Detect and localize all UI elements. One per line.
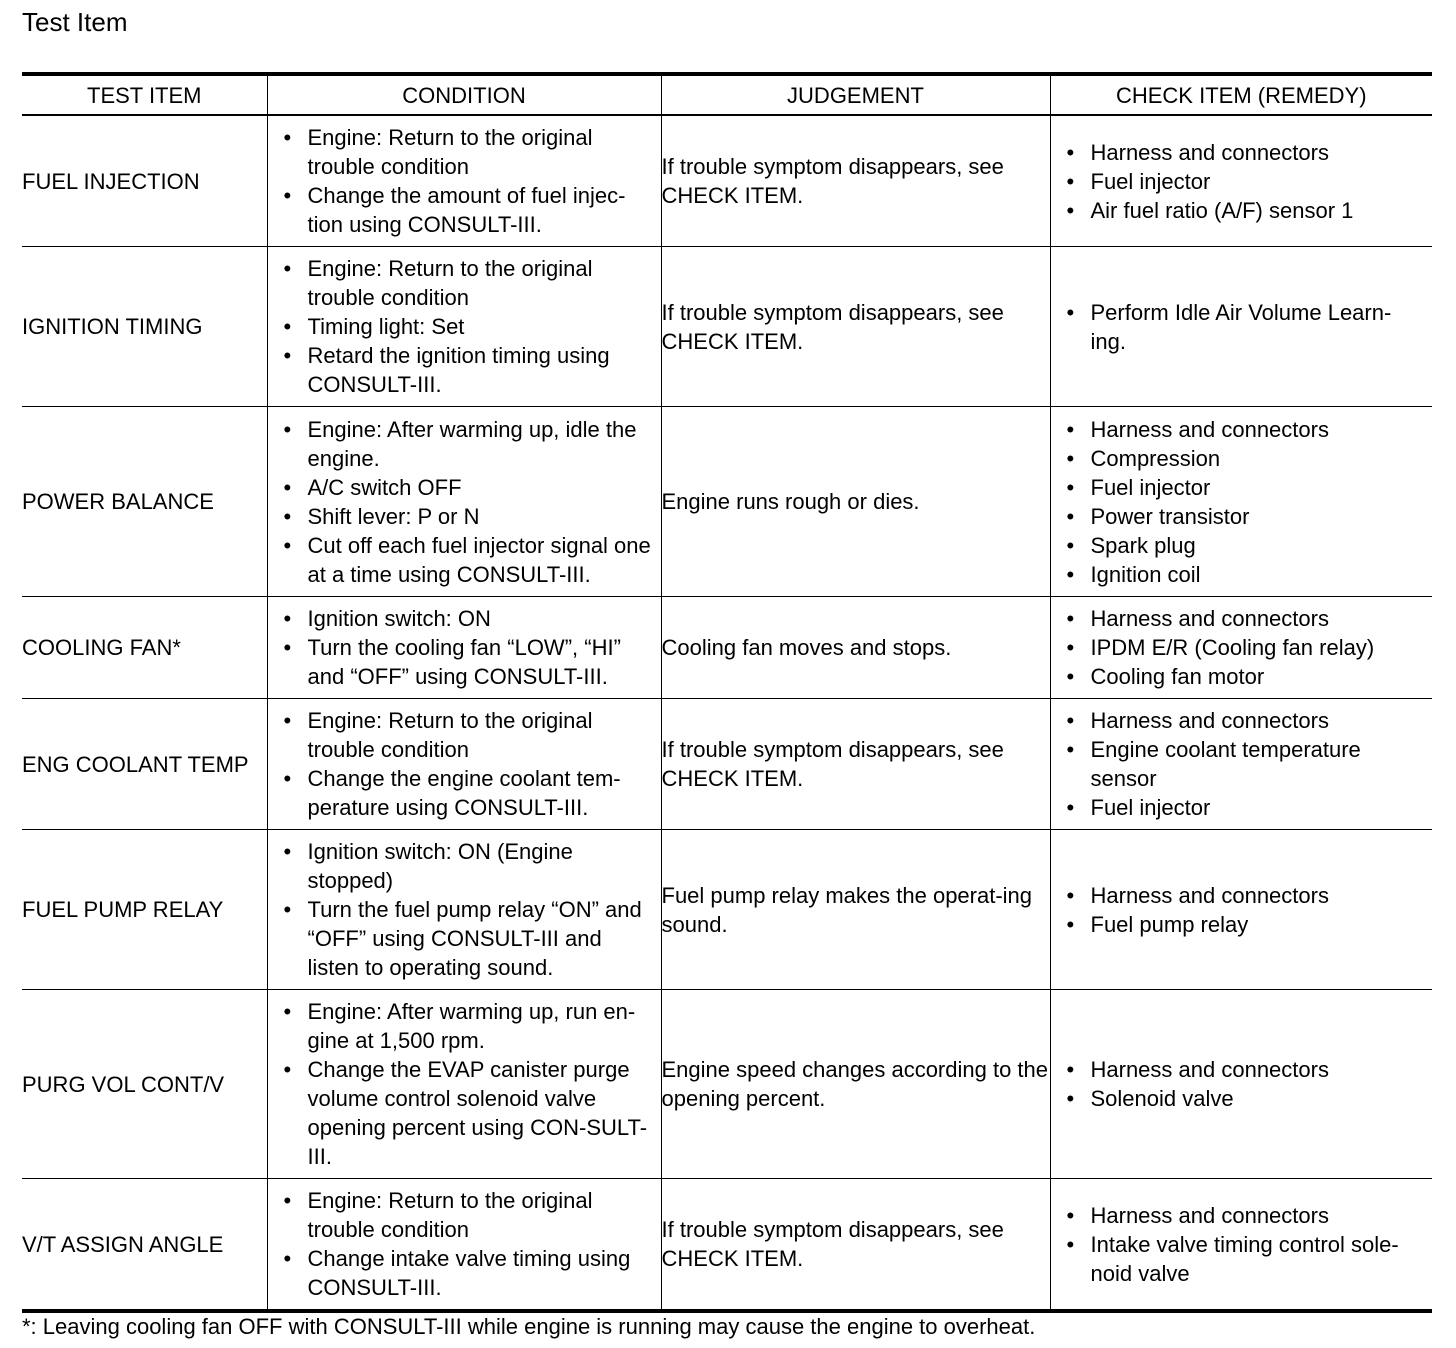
header-check-item: CHECK ITEM (REMEDY) <box>1050 74 1432 115</box>
check-item: • Harness and connectors <box>1051 1201 1433 1230</box>
check-item: • Fuel injector <box>1051 167 1433 196</box>
check-item: • Harness and connectors <box>1051 1055 1433 1084</box>
table-row <box>22 597 1432 699</box>
test-item-table <box>22 72 1432 1313</box>
header-test-item: TEST ITEM <box>22 74 267 115</box>
page-title: Test Item <box>22 7 128 37</box>
judgement-cell: If trouble symptom disappears, see CHECK ITEM. <box>661 1179 1050 1312</box>
test-item-cell: V/T ASSIGN ANGLE <box>22 1179 267 1312</box>
judgement-cell: If trouble symptom disappears, see CHECK ITEM. <box>661 699 1050 830</box>
footnote: *: Leaving cooling fan OFF with CONSULT-III while engine is running may cause the engine to overheat. <box>22 1314 1036 1339</box>
check-item: • IPDM E/R (Cooling fan relay) <box>1051 633 1433 662</box>
judgement-cell: If trouble symptom disappears, see CHECK ITEM. <box>661 115 1050 247</box>
condition-item: • Engine: Return to the original trouble condition <box>268 123 661 181</box>
test-item-cell: FUEL PUMP RELAY <box>22 830 267 990</box>
condition-item: • Retard the ignition timing using CONSULT-III. <box>268 341 661 399</box>
check-item-cell <box>1050 830 1432 990</box>
condition-item: • Timing light: Set <box>268 312 661 341</box>
check-item: • Harness and connectors <box>1051 138 1433 167</box>
check-item: • Air fuel ratio (A/F) sensor 1 <box>1051 196 1433 225</box>
condition-cell <box>267 407 661 597</box>
check-item-cell <box>1050 597 1432 699</box>
condition-item: • Engine: Return to the original trouble condition <box>268 1186 661 1244</box>
check-item: • Engine coolant temperature sensor <box>1051 735 1433 793</box>
judgement-cell: Engine runs rough or dies. <box>661 407 1050 597</box>
condition-item: • Shift lever: P or N <box>268 502 661 531</box>
check-item: • Power transistor <box>1051 502 1433 531</box>
test-item-cell: FUEL INJECTION <box>22 115 267 247</box>
check-item: • Harness and connectors <box>1051 415 1433 444</box>
condition-item: • Ignition switch: ON <box>268 604 661 633</box>
check-item: • Ignition coil <box>1051 560 1433 589</box>
test-item-cell: COOLING FAN* <box>22 597 267 699</box>
check-item-cell <box>1050 1179 1432 1312</box>
condition-item: • Change the engine coolant tem-perature using CONSULT-III. <box>268 764 661 822</box>
condition-item: • Turn the fuel pump relay “ON” and “OFF” using CONSULT-III and listen to operating sound. <box>268 895 661 982</box>
table-row <box>22 990 1432 1179</box>
check-item: • Fuel injector <box>1051 793 1433 822</box>
check-item: • Harness and connectors <box>1051 706 1433 735</box>
table-row <box>22 830 1432 990</box>
judgement-cell: Fuel pump relay makes the operat-ing sound. <box>661 830 1050 990</box>
condition-item: • Engine: Return to the original trouble condition <box>268 254 661 312</box>
table-row <box>22 115 1432 247</box>
condition-cell <box>267 990 661 1179</box>
judgement-cell: Cooling fan moves and stops. <box>661 597 1050 699</box>
check-item: • Compression <box>1051 444 1433 473</box>
test-item-cell: PURG VOL CONT/V <box>22 990 267 1179</box>
check-item: • Fuel injector <box>1051 473 1433 502</box>
check-item: • Solenoid valve <box>1051 1084 1433 1113</box>
condition-item: • Change the amount of fuel injec-tion using CONSULT-III. <box>268 181 661 239</box>
test-item-cell: IGNITION TIMING <box>22 247 267 407</box>
check-item: • Spark plug <box>1051 531 1433 560</box>
condition-cell <box>267 247 661 407</box>
condition-item: • Engine: After warming up, idle the engine. <box>268 415 661 473</box>
check-item: • Perform Idle Air Volume Learn-ing. <box>1051 298 1433 356</box>
table-header-row <box>22 74 1432 115</box>
condition-cell <box>267 830 661 990</box>
check-item: • Fuel pump relay <box>1051 910 1433 939</box>
check-item-cell <box>1050 247 1432 407</box>
condition-item: • Change intake valve timing using CONSULT-III. <box>268 1244 661 1302</box>
check-item-cell <box>1050 115 1432 247</box>
condition-item: • Ignition switch: ON (Engine stopped) <box>268 837 661 895</box>
condition-item: • Change the EVAP canister purge volume control solenoid valve opening percent using CON-SULT-III. <box>268 1055 661 1171</box>
table-row <box>22 247 1432 407</box>
table-row <box>22 1179 1432 1312</box>
condition-item: • Engine: After warming up, run en-gine at 1,500 rpm. <box>268 997 661 1055</box>
table-row <box>22 699 1432 830</box>
check-item-cell <box>1050 990 1432 1179</box>
test-item-cell: ENG COOLANT TEMP <box>22 699 267 830</box>
test-item-cell: POWER BALANCE <box>22 407 267 597</box>
header-judgement: JUDGEMENT <box>661 74 1050 115</box>
condition-item: • Cut off each fuel injector signal one at a time using CONSULT-III. <box>268 531 661 589</box>
check-item: • Cooling fan motor <box>1051 662 1433 691</box>
condition-item: • Turn the cooling fan “LOW”, “HI” and “OFF” using CONSULT-III. <box>268 633 661 691</box>
check-item: • Harness and connectors <box>1051 604 1433 633</box>
judgement-cell: If trouble symptom disappears, see CHECK ITEM. <box>661 247 1050 407</box>
check-item: • Harness and connectors <box>1051 881 1433 910</box>
check-item-cell <box>1050 407 1432 597</box>
condition-cell <box>267 115 661 247</box>
condition-item: • Engine: Return to the original trouble condition <box>268 706 661 764</box>
condition-cell <box>267 1179 661 1312</box>
condition-cell <box>267 597 661 699</box>
condition-item: • A/C switch OFF <box>268 473 661 502</box>
condition-cell <box>267 699 661 830</box>
check-item: • Intake valve timing control sole-noid valve <box>1051 1230 1433 1288</box>
judgement-cell: Engine speed changes according to the opening percent. <box>661 990 1050 1179</box>
check-item-cell <box>1050 699 1432 830</box>
header-condition: CONDITION <box>267 74 661 115</box>
table-row <box>22 407 1432 597</box>
